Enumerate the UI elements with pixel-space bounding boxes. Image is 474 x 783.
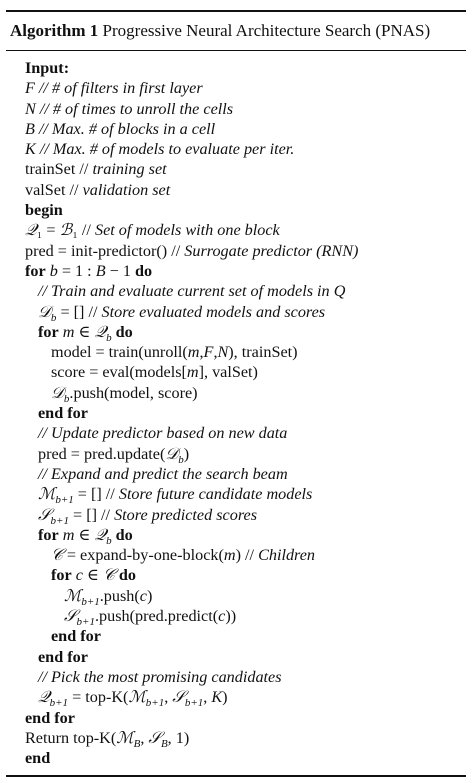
- line-token: end for: [51, 627, 101, 646]
- line-token: 𝒞: [51, 545, 63, 565]
- line-token: ∈: [74, 525, 95, 544]
- algorithm-line: [6, 403, 466, 423]
- line-token: ₁ =: [36, 221, 60, 240]
- line-token: // Train and evaluate current set of models in Q: [38, 282, 346, 301]
- line-token: ₁ //: [72, 221, 95, 240]
- line-token: − 1: [105, 261, 135, 280]
- algorithm-line: [6, 444, 466, 464]
- line-token: for: [25, 261, 46, 280]
- line-token: b+1: [55, 494, 74, 507]
- subscript: [185, 697, 203, 709]
- caption-rule: [6, 50, 466, 51]
- line-token: b: [106, 332, 112, 345]
- line-token: , 1): [167, 728, 190, 747]
- line-token: b+1: [81, 595, 100, 608]
- subscript: [146, 697, 164, 709]
- algorithm-line: [6, 281, 466, 301]
- line-token: 𝒮: [38, 504, 51, 524]
- algorithm-line: [6, 220, 466, 240]
- line-token: 𝒟: [38, 301, 51, 321]
- algorithm-line: [6, 464, 466, 484]
- algorithm-body: [6, 58, 466, 768]
- line-token: // Update predictor based on new data: [38, 424, 288, 443]
- algorithm-line: [6, 99, 466, 119]
- line-token: 𝒟: [165, 443, 179, 463]
- line-token: // Max. # of blocks in a cell: [34, 119, 216, 138]
- algorithm-line: [6, 748, 466, 768]
- algorithm-title: Progressive Neural Architecture Search (PNAS): [102, 21, 431, 40]
- line-token: b: [63, 392, 70, 405]
- line-token: ,: [203, 688, 212, 707]
- algorithm-caption: [10, 21, 430, 41]
- line-token: Return top-K(: [25, 728, 117, 747]
- line-token: // Expand and predict the search beam: [38, 464, 288, 483]
- line-token: Store predicted scores: [114, 505, 258, 524]
- line-token: pred = init-predictor() //: [25, 241, 185, 260]
- line-token: b+1: [184, 697, 204, 710]
- line-token: for: [38, 525, 59, 544]
- line-token: ℬ: [59, 220, 73, 240]
- algorithm-line: [6, 159, 466, 179]
- algorithm-line: [6, 727, 466, 751]
- line-token: b+1: [76, 616, 95, 629]
- line-token: F: [25, 79, 35, 98]
- algorithm-line: [6, 58, 466, 78]
- algorithm-line: [6, 647, 466, 667]
- line-token: Surrogate predictor (RNN): [184, 241, 359, 260]
- line-token: // Max. # of models to evaluate per iter.: [35, 140, 295, 159]
- line-token: ℳ: [38, 484, 56, 504]
- line-token: valSet //: [25, 180, 83, 199]
- line-token: .push(model, score): [69, 383, 198, 402]
- line-token: end: [25, 749, 51, 768]
- line-token: training set: [92, 160, 167, 179]
- line-token: validation set: [82, 180, 171, 199]
- line-token: .push(pred.predict(: [94, 607, 219, 626]
- line-token: N: [25, 99, 36, 118]
- line-token: b+1: [145, 697, 165, 710]
- line-token: pred = pred.update(: [38, 444, 166, 463]
- line-token: Store future candidate models: [118, 485, 313, 504]
- line-token: B: [160, 738, 168, 751]
- line-token: = [] //: [56, 302, 102, 321]
- line-token: ∈: [82, 566, 103, 585]
- line-token: B: [133, 738, 141, 751]
- line-token: do: [115, 322, 133, 341]
- line-token: c: [75, 566, 83, 585]
- line-token: b+1: [49, 697, 69, 710]
- line-token: m: [223, 546, 236, 565]
- line-token: ,: [199, 343, 204, 362]
- algorithm-line: [6, 505, 466, 525]
- bottom-rule: [6, 775, 466, 777]
- algorithm-line: [6, 362, 466, 382]
- algorithm-line: [6, 545, 466, 565]
- algorithm-line: [6, 180, 466, 200]
- line-token: begin: [25, 201, 63, 220]
- line-token: )): [225, 607, 237, 626]
- line-token: m: [62, 322, 75, 341]
- line-token: 𝒬: [94, 321, 107, 341]
- line-token: // Pick the most promising candidates: [38, 667, 282, 686]
- line-token: end for: [38, 647, 88, 666]
- line-token: ℳ: [64, 585, 82, 605]
- algorithm-line: [6, 119, 466, 139]
- line-token: trainSet //: [25, 160, 93, 179]
- line-token: b: [178, 453, 184, 466]
- line-token: Set of models with one block: [94, 221, 280, 240]
- line-token: 𝒬: [38, 687, 50, 707]
- algorithm-line: [6, 565, 466, 585]
- algorithm-line: [6, 200, 466, 220]
- line-token: = [] //: [68, 505, 115, 524]
- line-token: ,: [140, 728, 149, 747]
- algorithm-line: [6, 708, 466, 728]
- line-token: ∈: [74, 322, 95, 341]
- algorithm-line: [6, 139, 466, 159]
- algorithm-line: [6, 586, 466, 606]
- line-token: b: [50, 311, 57, 324]
- algorithm-line: [6, 667, 466, 687]
- algorithm-line: [6, 524, 466, 548]
- line-token: Input:: [25, 59, 70, 77]
- line-token: m: [62, 525, 75, 544]
- line-token: K: [25, 140, 36, 159]
- line-token: 𝒬: [25, 220, 37, 240]
- line-token: ], valSet): [198, 363, 258, 382]
- line-token: b+1: [50, 514, 69, 527]
- line-token: ): [183, 444, 190, 463]
- line-token: 𝒞: [102, 565, 115, 585]
- line-token: 𝒟: [51, 382, 64, 402]
- line-token: do: [115, 525, 133, 544]
- top-rule: [6, 10, 466, 12]
- line-token: .push(: [99, 586, 140, 605]
- algorithm-line: [6, 261, 466, 281]
- line-token: end for: [25, 708, 75, 727]
- line-token: ,: [213, 343, 218, 362]
- line-token: F: [203, 343, 214, 362]
- line-token: b: [106, 535, 112, 548]
- algorithm-line: [6, 687, 466, 710]
- line-token: 𝒮: [148, 727, 161, 747]
- subscript: [161, 738, 168, 750]
- line-token: m: [186, 363, 199, 382]
- line-token: ), trainSet): [228, 343, 298, 362]
- algorithm-box: [6, 10, 466, 777]
- line-token: c: [218, 607, 226, 626]
- line-token: Children: [258, 546, 316, 565]
- line-token: = top-K(: [68, 688, 129, 707]
- algorithm-line: [6, 342, 466, 362]
- line-token: end for: [38, 404, 88, 423]
- line-token: 𝒬: [94, 524, 107, 544]
- algorithm-line: [6, 383, 466, 403]
- line-token: B: [25, 119, 35, 138]
- algorithm-line: [6, 606, 466, 629]
- algorithm-line: [6, 302, 466, 322]
- algorithm-line: [6, 78, 466, 98]
- line-token: // # of filters in first layer: [34, 79, 203, 98]
- line-token: 𝒮: [64, 606, 77, 626]
- line-token: ℳ: [116, 727, 134, 747]
- line-token: 𝒮: [172, 687, 185, 707]
- line-token: model = train(unroll(: [51, 343, 188, 362]
- line-token: for: [38, 322, 59, 341]
- line-token: ): [146, 586, 153, 605]
- line-token: N: [217, 343, 229, 362]
- line-token: b: [49, 261, 58, 280]
- line-token: K: [211, 688, 223, 707]
- line-token: ,: [164, 688, 173, 707]
- line-token: B: [95, 261, 106, 280]
- line-token: ) //: [235, 546, 259, 565]
- algorithm-label: Algorithm 1: [10, 21, 99, 40]
- line-token: = expand-by-one-block(: [62, 546, 224, 565]
- algorithm-line: [6, 241, 466, 261]
- algorithm-line: [6, 484, 466, 507]
- line-token: Store evaluated models and scores: [101, 302, 326, 321]
- line-token: c: [139, 586, 147, 605]
- line-token: ): [222, 688, 228, 707]
- line-token: do: [135, 261, 153, 280]
- algorithm-line: [6, 626, 466, 646]
- line-token: m: [187, 343, 200, 362]
- algorithm-line: [6, 423, 466, 443]
- line-token: = [] //: [73, 485, 119, 504]
- algorithm-line: [6, 321, 466, 345]
- line-token: // # of times to unroll the cells: [35, 99, 234, 118]
- line-token: do: [118, 566, 136, 585]
- line-token: = 1 :: [57, 261, 96, 280]
- line-token: score = eval(models[: [51, 363, 187, 382]
- line-token: ℳ: [128, 687, 146, 707]
- line-token: for: [51, 566, 72, 585]
